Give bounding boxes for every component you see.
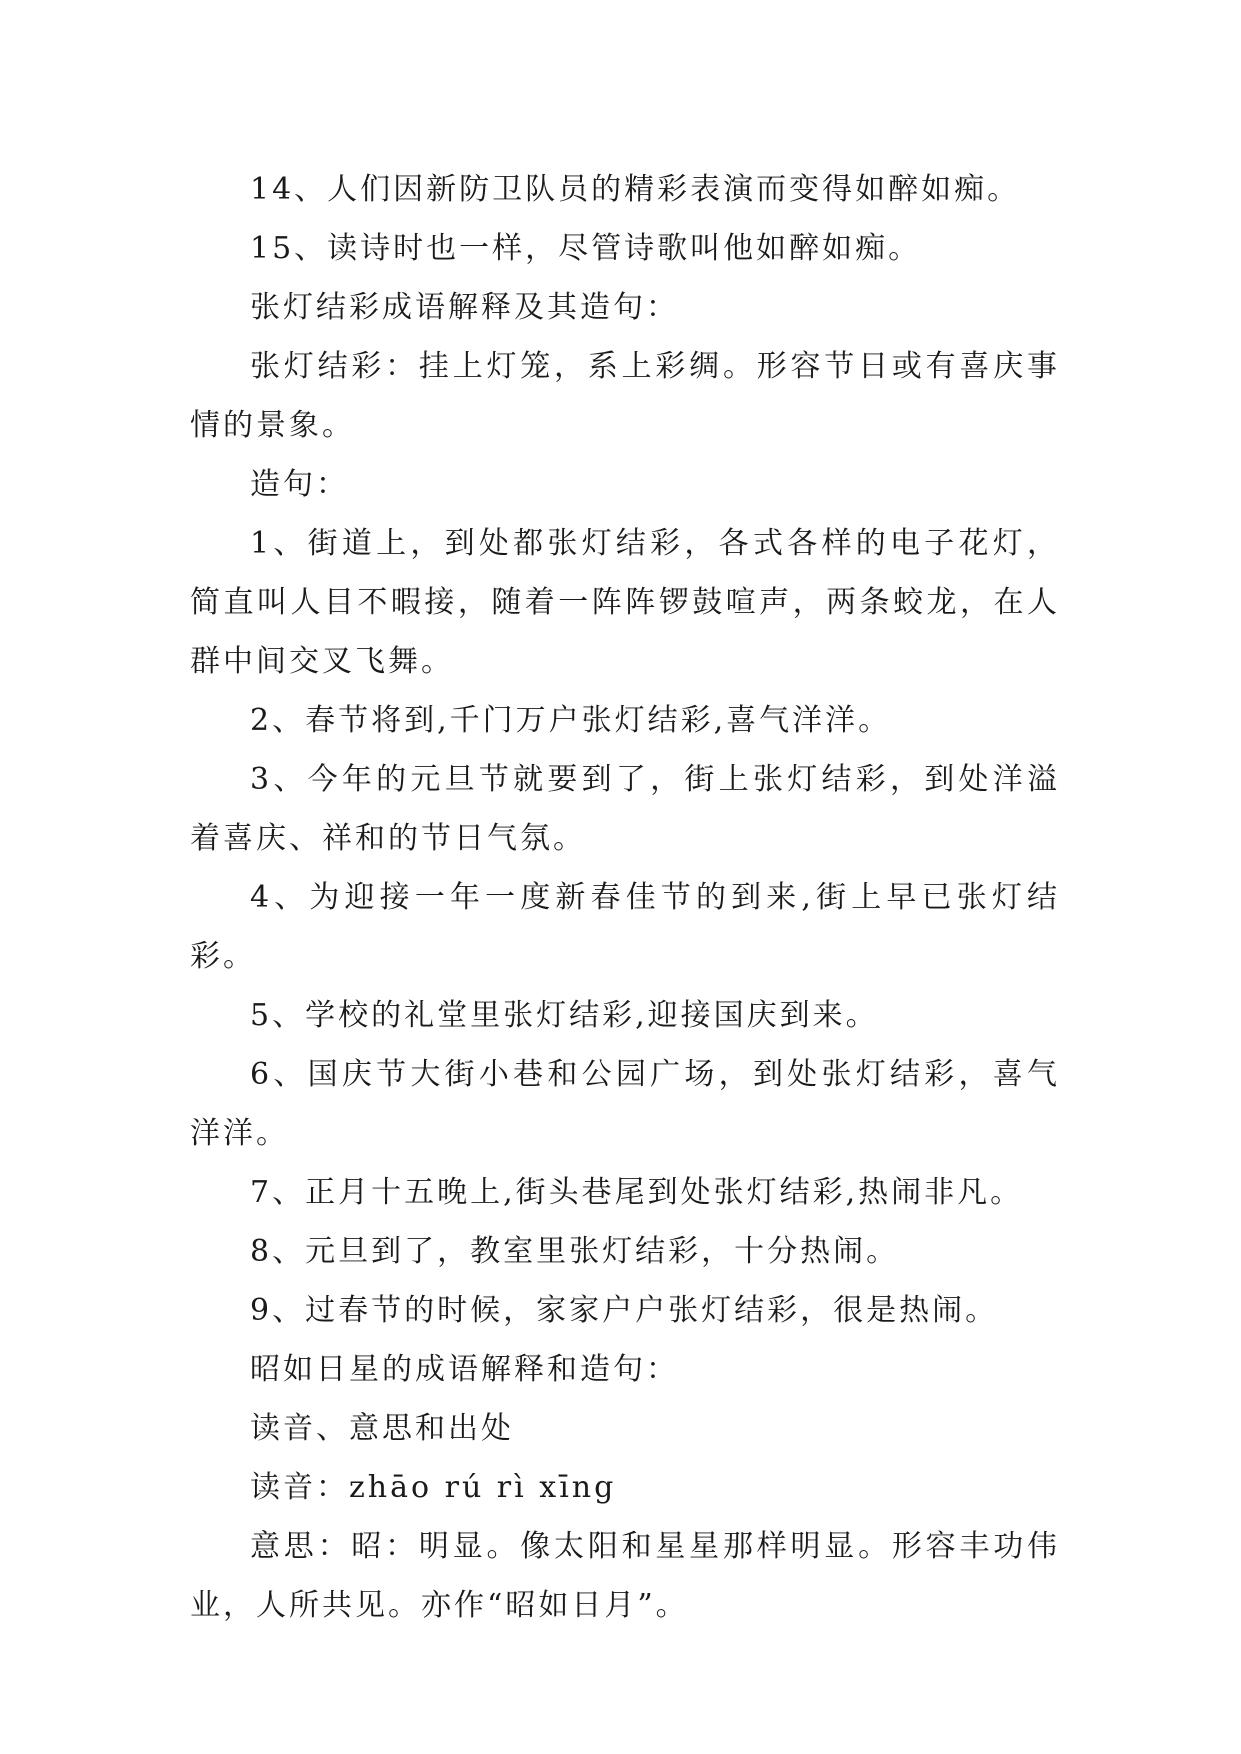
example-sentence-7: 7、正月十五晚上,街头巷尾到处张灯结彩,热闹非凡。	[250, 1175, 1024, 1210]
document-body	[190, 160, 1060, 1635]
example-sentence-8: 8、元旦到了，教室里张灯结彩，十分热闹。	[250, 1234, 900, 1269]
example-sentence-9: 9、过春节的时候，家家户户张灯结彩，很是热闹。	[250, 1293, 999, 1328]
example-sentence-1: 1、街道上，到处都张灯结彩，各式各样的电子花灯，简直叫人目不暇接，随着一阵阵锣鼓喧声，两条蛟龙，在人群中间交叉飞舞。	[190, 526, 1060, 679]
example-sentences-label: 造句：	[250, 467, 349, 502]
meaning: 意思：昭：明显。像太阳和星星那样明显。形容丰功伟业，人所共见。亦作“昭如日月”。	[190, 1529, 1060, 1623]
example-sentence-4: 4、为迎接一年一度新春佳节的到来,街上早已张灯结彩。	[190, 880, 1060, 974]
example-sentence-3: 3、今年的元旦节就要到了，街上张灯结彩，到处洋溢着喜庆、祥和的节日气氛。	[190, 762, 1060, 856]
example-sentence-6: 6、国庆节大街小巷和公园广场，到处张灯结彩，喜气洋洋。	[190, 1057, 1060, 1151]
subsection-heading: 读音、意思和出处	[250, 1411, 514, 1446]
example-sentence-5: 5、学校的礼堂里张灯结彩,迎接国庆到来。	[250, 998, 879, 1033]
sentence-15: 15、读诗时也一样，尽管诗歌叫他如醉如痴。	[250, 231, 922, 266]
section-heading-zhangdengjiecai: 张灯结彩成语解释及其造句：	[250, 290, 679, 325]
idiom-definition: 张灯结彩：挂上灯笼，系上彩绸。形容节日或有喜庆事情的景象。	[190, 349, 1060, 443]
sentence-14: 14、人们因新防卫队员的精彩表演而变得如醉如痴。	[250, 172, 1021, 207]
example-sentence-2: 2、春节将到,千门万户张灯结彩,喜气洋洋。	[250, 703, 892, 738]
section-heading-zhaorurixing: 昭如日星的成语解释和造句：	[250, 1352, 679, 1387]
pronunciation: 读音：zhāo rú rì xīng	[250, 1470, 617, 1505]
